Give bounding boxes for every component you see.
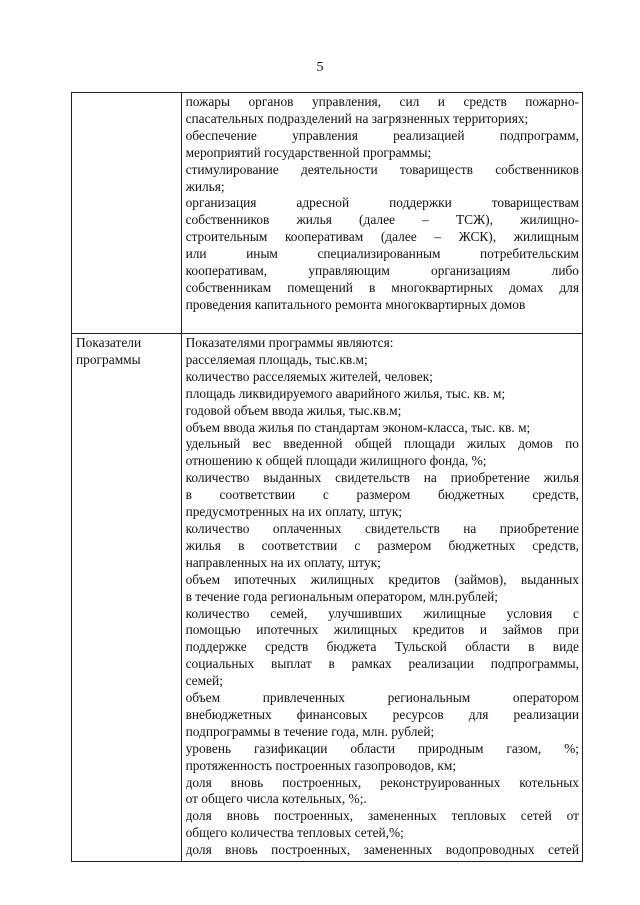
text-line: отношению к общей площади жилищного фонда, %; <box>185 453 487 469</box>
text-line: проведения капитального ремонта многоквартирных домов <box>185 296 526 312</box>
text-line: мероприятий государственной программы; <box>185 144 432 160</box>
text-line: протяженность построенных газопроводов, км; <box>185 757 457 773</box>
text-line: Показателями программы являются: <box>185 335 394 350</box>
text-line: собственникам помещений в многоквартирных домах для <box>185 279 579 295</box>
text-line: направленных на их оплату, штук; <box>185 554 381 570</box>
text-line: строительным кооперативам (далее – ЖСК), жилищным <box>185 229 579 245</box>
text-line: объем привлеченных региональным оператором <box>185 690 579 706</box>
text-line: объем ввода жилья по стандартам эконом-класса, тыс. кв. м; <box>185 419 531 435</box>
text-line: стимулирование деятельности товариществ собственников <box>185 161 579 177</box>
text-line: доля вновь построенных, замененных тепловых сетей от <box>185 808 579 824</box>
text-line: количество семей, улучшивших жилищные условия с <box>185 605 579 621</box>
text-line: в соответствии с размером бюджетных средств, <box>185 487 579 503</box>
text-line: подпрограммы в течение года, млн. рублей; <box>185 723 435 739</box>
row-label-cell <box>72 334 182 862</box>
text-line: организация адресной поддержки товариществам <box>185 195 579 211</box>
text-line: в течение года региональным оператором, млн.рублей; <box>185 588 499 604</box>
text-line: доля вновь построенных, реконструированных котельных <box>185 774 579 790</box>
text-line: количество выданных свидетельств на приобретение жилья <box>185 470 579 486</box>
text-line: или иным специализированным потребительским <box>185 246 579 262</box>
row-content-cell <box>181 93 582 334</box>
text-line: доля вновь построенных, замененных водопроводных сетей <box>185 842 579 858</box>
text-line: годовой объем ввода жилья, тыс.кв.м; <box>185 402 402 418</box>
text-line: расселяемая площадь, тыс.кв.м; <box>185 351 368 367</box>
text-line: пожары органов управления, сил и средств пожарно- <box>185 94 579 109</box>
page-number: 5 <box>316 60 324 75</box>
text-line: предусмотренных на их оплату, штук; <box>185 504 403 520</box>
text-line: уровень газификации области природным газом, %; <box>185 740 579 756</box>
text-line: внебюджетных финансовых ресурсов для реализации <box>185 706 579 722</box>
row-label-cell <box>72 93 182 334</box>
table-row <box>72 334 583 862</box>
text-line: социальных выплат в рамках реализации подпрограммы, <box>185 656 579 672</box>
text-line: поддержке средств бюджета Тульской области в виде <box>185 639 579 655</box>
text-line: кооперативам, управляющим организациям либо <box>185 263 579 279</box>
row-content-cell <box>181 334 582 862</box>
text-line: количество расселяемых жителей, человек; <box>185 368 433 384</box>
text-line: общего количества тепловых сетей,%; <box>185 825 404 841</box>
table-row <box>72 93 583 334</box>
program-passport-table <box>71 92 583 862</box>
text-line: жилья в соответствии с размером бюджетных средств, <box>185 537 579 553</box>
text-line: семей; <box>185 673 223 689</box>
text-line: площадь ликвидируемого аварийного жилья, тыс. кв. м; <box>185 385 506 401</box>
text-line: спасательных подразделений на загрязненных территориях; <box>185 110 529 126</box>
text-line: помощью ипотечных жилищных кредитов и займов при <box>185 622 579 638</box>
text-line: объем ипотечных жилищных кредитов (займов), выданных <box>185 571 579 587</box>
row-label-text: программы <box>76 351 141 367</box>
text-line: собственников жилья (далее – ТСЖ), жилищно- <box>185 212 579 228</box>
text-line: жилья; <box>185 178 225 194</box>
row-label-text: Показатели <box>76 335 142 350</box>
text-line: количество оплаченных свидетельств на приобретение <box>185 520 579 536</box>
text-line: удельный вес введенной общей площади жилых домов по <box>185 436 579 452</box>
text-line: обеспечение управления реализацией подпрограмм, <box>185 127 579 143</box>
text-line: от общего числа котельных, %;. <box>185 791 367 807</box>
